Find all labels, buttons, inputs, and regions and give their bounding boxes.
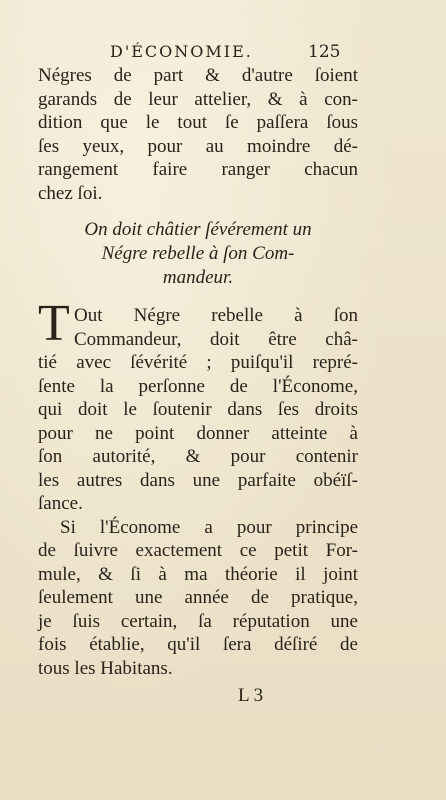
text-line: chez ſoi. — [38, 182, 103, 204]
section-heading — [38, 218, 358, 290]
text-line: ſente la perſonne de l'Économe, — [38, 375, 358, 397]
paragraph-two — [38, 516, 358, 681]
heading-line: On doit châtier ſévérement un — [84, 219, 312, 240]
text-line: tié avec ſévérité ; puiſqu'il repré- — [38, 352, 358, 373]
signature-mark: L 3 — [238, 685, 264, 706]
text-line: Out Négre rebelle à ſon — [74, 305, 358, 326]
drop-cap: T — [38, 295, 70, 352]
top-paragraph — [38, 64, 358, 205]
body-section — [38, 295, 358, 680]
heading-line: Négre rebelle à ſon Com- — [101, 243, 295, 264]
text-line: garands de leur attelier, & à con- — [38, 88, 358, 110]
text-line: fois établie, qu'il ſera déſiré de — [38, 634, 358, 655]
page-number: 125 — [308, 42, 341, 62]
heading-line: mandeur. — [162, 267, 234, 288]
text-line: Si l'Économe a pour principe — [60, 516, 358, 538]
text-line: dition que le tout ſe paſſera ſous — [38, 112, 358, 133]
text-line: rangement faire ranger chacun — [38, 159, 358, 180]
text-line: Commandeur, doit être châ- — [74, 328, 358, 350]
text-line: ſance. — [38, 493, 83, 514]
text-line: ſon autorité, & pour contenir — [38, 446, 358, 467]
text-line: tous les Habitans. — [38, 657, 173, 679]
text-line: de ſuivre exactement ce petit For- — [38, 540, 358, 561]
text-line: Négres de part & d'autre ſoient — [38, 65, 358, 86]
text-line: mule, & ſi à ma théorie il joint — [38, 563, 358, 585]
text-line: pour ne point donner atteinte à — [38, 422, 358, 444]
text-line: qui doit le ſoutenir dans ſes droits — [38, 399, 358, 420]
text-line: ſes yeux, pour au moindre dé- — [38, 135, 358, 157]
text-line: je ſuis certain, ſa réputation une — [38, 610, 358, 632]
running-title: D'ÉCONOMIE. — [110, 42, 253, 61]
text-line: ſeulement une année de pratique, — [38, 587, 358, 608]
paragraph-one — [38, 304, 358, 516]
text-line: les autres dans une parfaite obéïſ- — [38, 469, 358, 491]
